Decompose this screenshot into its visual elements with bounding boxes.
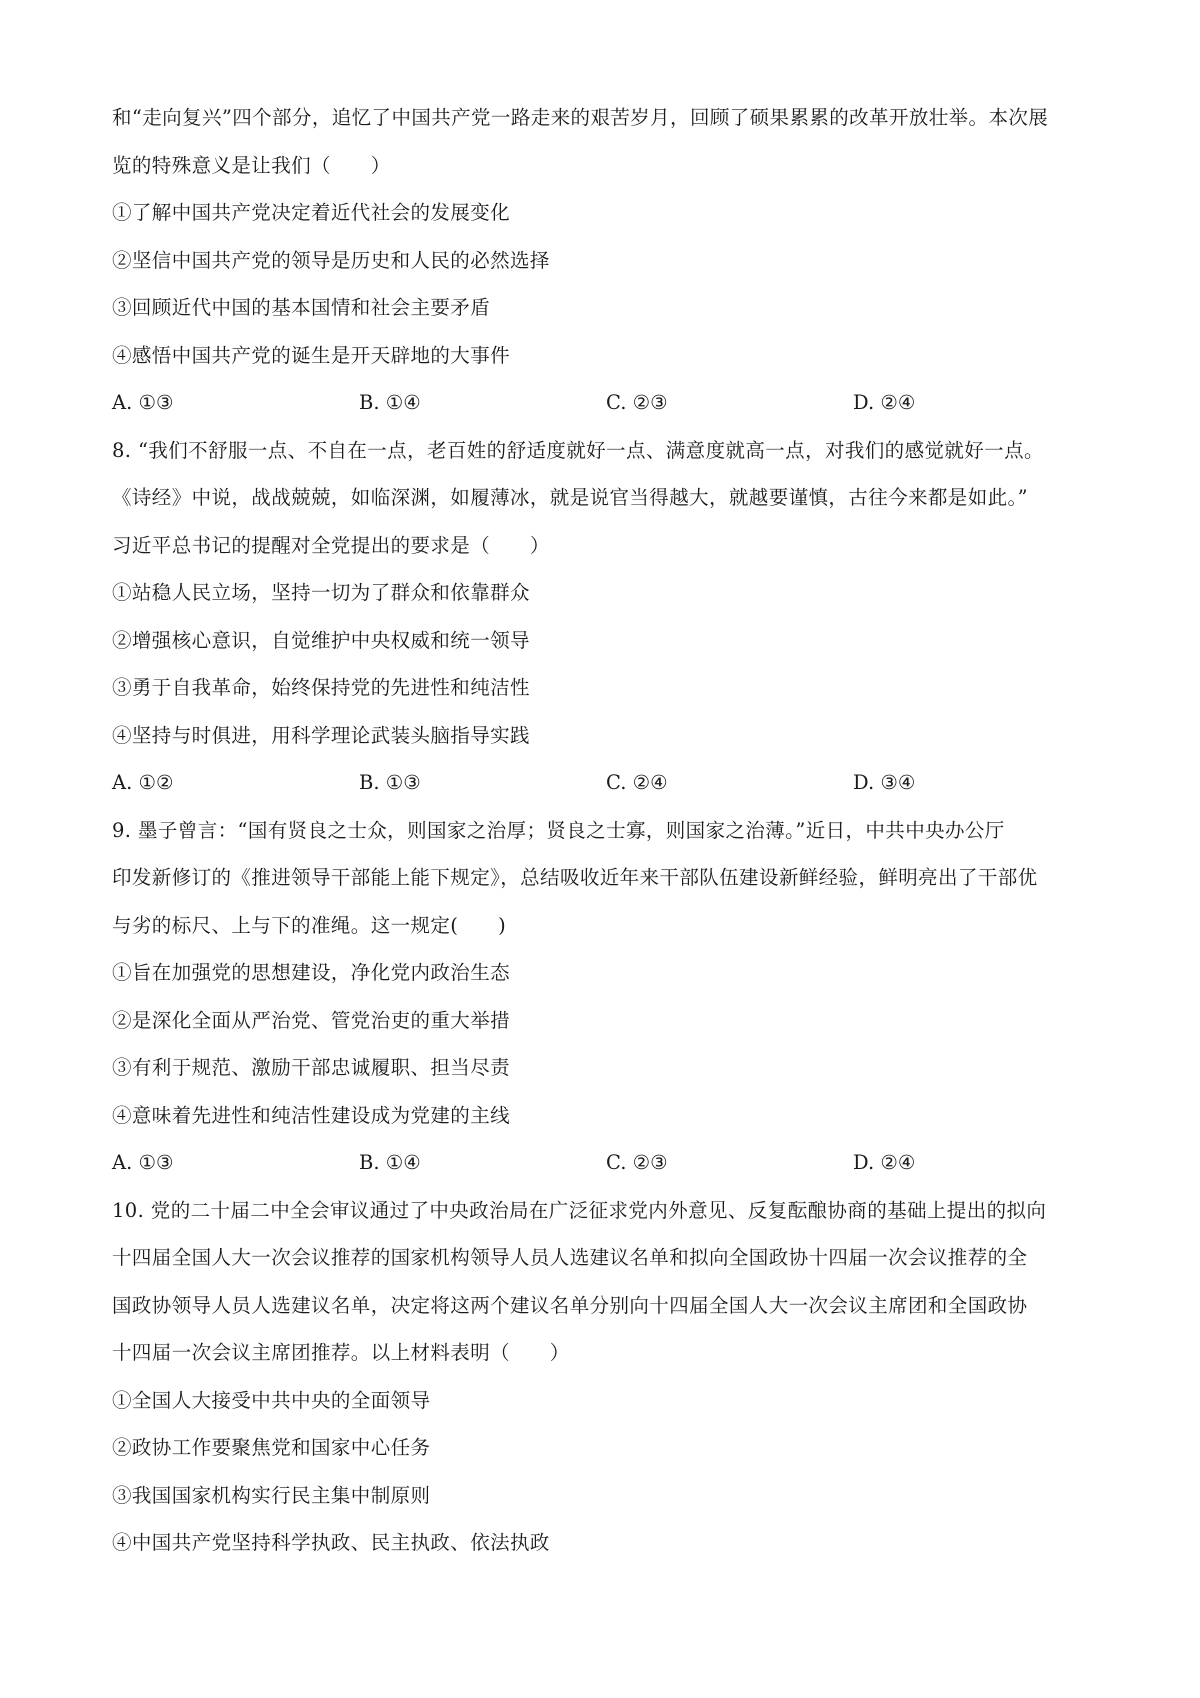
option-b: B. ①④ <box>359 1151 421 1174</box>
statement: ③有利于规范、激励干部忠诚履职、担当尽责 <box>112 1056 511 1079</box>
statement: ④坚持与时俱进，用科学理论武装头脑指导实践 <box>112 723 530 747</box>
question-stem-line: 《诗经》中说，战战兢兢，如临深渊，如履薄冰，就是说官当得越大，就越要谨慎，古往今来都是如此。” <box>112 486 1029 509</box>
statement: ③勇于自我革命，始终保持党的先进性和纯洁性 <box>112 676 530 699</box>
statement: ③我国国家机构实行民主集中制原则 <box>112 1483 431 1507</box>
statement: ④中国共产党坚持科学执政、民主执政、依法执政 <box>112 1531 550 1554</box>
statement: ②增强核心意识，自觉维护中央权威和统一领导 <box>112 628 530 652</box>
statement: ①站稳人民立场，坚持一切为了群众和依靠群众 <box>112 581 530 604</box>
question-stem-line: 十四届一次会议主席团推荐。以上材料表明（ ） <box>112 1341 570 1364</box>
exam-page <box>112 94 1102 1567</box>
answer-options <box>112 379 1102 427</box>
question-7 <box>112 94 1102 427</box>
statement: ①了解中国共产党决定着近代社会的发展变化 <box>112 201 511 224</box>
option-c: C. ②③ <box>606 391 668 414</box>
question-9 <box>112 807 1102 1187</box>
statement: ④感悟中国共产党的诞生是开天辟地的大事件 <box>112 343 511 367</box>
option-d: D. ②④ <box>853 1151 916 1174</box>
question-stem-line: 与劣的标尺、上与下的准绳。这一规定( ) <box>112 913 507 937</box>
question-8 <box>112 427 1102 807</box>
option-b: B. ①④ <box>359 391 421 414</box>
option-a: A. ①② <box>112 771 174 794</box>
answer-options <box>112 759 1102 807</box>
question-stem-line: 9. 墨子曾言：“国有贤良之士众，则国家之治厚；贤良之士寡，则国家之治薄。”近日，中共中央办公厅 <box>112 818 1005 842</box>
question-stem-line: 印发新修订的《推进领导干部能上能下规定》，总结吸收近年来干部队伍建设新鲜经验，鲜明亮出了干部优 <box>112 866 1038 889</box>
option-d: D. ②④ <box>853 391 916 414</box>
statement: ④意味着先进性和纯洁性建设成为党建的主线 <box>112 1103 511 1127</box>
question-stem-line: 8. “我们不舒服一点、不自在一点，老百姓的舒适度就好一点、满意度就高一点，对我们的感觉就好一点。 <box>112 438 1044 462</box>
question-stem-line: 10. 党的二十届二中全会审议通过了中央政治局在广泛征求党内外意见、反复酝酿协商的基础上提出的拟向 <box>112 1198 1047 1222</box>
question-stem-line: 十四届全国人大一次会议推荐的国家机构领导人员人选建议名单和拟向全国政协十四届一次会议推荐的全 <box>112 1246 1028 1269</box>
statement: ②是深化全面从严治党、管党治吏的重大举措 <box>112 1008 511 1032</box>
option-c: C. ②④ <box>606 771 668 794</box>
answer-options <box>112 1139 1102 1187</box>
statement: ①全国人大接受中共中央的全面领导 <box>112 1388 431 1412</box>
question-10 <box>112 1187 1102 1567</box>
statement: ②政协工作要聚焦党和国家中心任务 <box>112 1436 431 1459</box>
option-c: C. ②③ <box>606 1151 668 1174</box>
statement: ①旨在加强党的思想建设，净化党内政治生态 <box>112 961 511 984</box>
question-stem-line: 和“走向复兴”四个部分，追忆了中国共产党一路走来的艰苦岁月，回顾了硕果累累的改革开放壮举。本次展 <box>112 106 1049 129</box>
option-a: A. ①③ <box>112 1151 174 1174</box>
option-b: B. ①③ <box>359 771 421 794</box>
statement: ②坚信中国共产党的领导是历史和人民的必然选择 <box>112 248 550 272</box>
question-stem-line: 览的特殊意义是让我们（ ） <box>112 153 391 177</box>
question-stem-line: 国政协领导人员人选建议名单，决定将这两个建议名单分别向十四届全国人大一次会议主席团和全国政协 <box>112 1293 1028 1317</box>
option-d: D. ③④ <box>853 771 916 794</box>
option-a: A. ①③ <box>112 391 174 414</box>
statement: ③回顾近代中国的基本国情和社会主要矛盾 <box>112 296 491 319</box>
question-stem-line: 习近平总书记的提醒对全党提出的要求是（ ） <box>112 533 550 557</box>
